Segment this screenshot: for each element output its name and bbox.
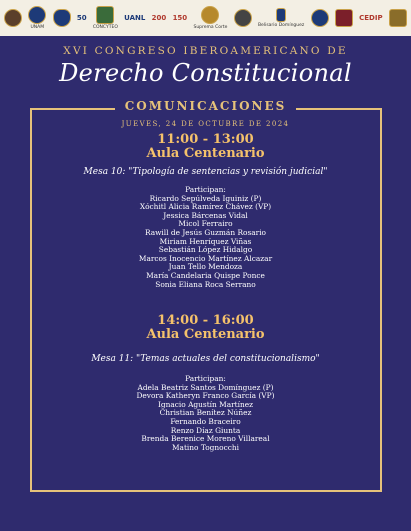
participant-name: Renzo Díaz Giunta [170, 425, 241, 435]
event-date: JUEVES, 24 DE OCTUBRE DE 2024 [114, 120, 298, 128]
participant-name: Sonia Eliana Roca Serrano [155, 279, 256, 289]
conacyt-logo-icon: CONCYTEO [93, 3, 118, 33]
participants-label: Participan: [185, 185, 226, 194]
session-1-mesa-wrap [0, 167, 411, 177]
eagle-crest-icon [389, 3, 407, 33]
session-2-mesa-wrap [0, 354, 411, 364]
session-1-participants [0, 186, 411, 289]
section-heading: COMUNICACIONES [115, 99, 297, 113]
circular-seal-icon [311, 3, 329, 33]
participant-name: Sebastián López Hidalgo [158, 245, 253, 255]
supreme-court-eagle-icon: Suprema Corte [193, 3, 227, 33]
participant-name: Juan Tello Mendoza [168, 262, 243, 272]
participants-list [0, 195, 411, 290]
session-1 [0, 133, 411, 161]
participant-name: Devora Katheryn Franco García (VP) [136, 391, 275, 401]
shield-crest-icon [335, 3, 353, 33]
participant-name: María Candelaria Quispe Ponce [146, 270, 265, 280]
participant-name: Miriam Henríquez Viñas [159, 236, 252, 246]
participant-name: Marcos Inocencio Martínez Alcazar [138, 253, 273, 263]
institute-belisario-icon: Belisario Domínguez [258, 3, 304, 33]
participant-name: Matino Tognocchi [171, 442, 239, 452]
participant-name: Ignacio Agustín Martínez [157, 399, 254, 409]
sponsor-logo-strip [0, 0, 411, 36]
event-date-wrap [0, 111, 411, 130]
participant-name: Brenda Berenice Moreno Villareal [141, 434, 270, 444]
session-2-participants [0, 375, 411, 452]
portrait-seal-icon [234, 3, 252, 33]
anniversary-200-icon: 200 [151, 14, 167, 22]
session-room: Aula Centenario [146, 146, 265, 161]
unam-crest-icon: UNAM [28, 3, 46, 33]
session-time: 11:00 - 13:00 [157, 132, 254, 147]
participant-name: Rawill de Jesús Guzmán Rosario [144, 227, 267, 237]
university-crest-icon [4, 3, 22, 33]
participant-name: Ricardo Sepúlveda Iguiniz (P) [149, 193, 262, 203]
participant-name: Jessica Bárcenas Vidal [163, 210, 248, 220]
session-room: Aula Centenario [146, 327, 265, 342]
congress-title: XVI CONGRESO IBEROAMERICANO DE [63, 45, 348, 57]
participant-name: Xóchitl Alicia Ramírez Chávez (VP) [139, 202, 272, 212]
anniversary-50-icon: 50 [76, 14, 87, 22]
session-mesa: Mesa 10: "Tipología de sentencias y revisión judicial" [83, 167, 328, 177]
anniversary-150-icon: 150 [172, 14, 188, 22]
cedip-logo-icon: CEDIP [359, 14, 383, 22]
institute-logo-icon [53, 3, 71, 33]
participant-name: Christian Benítez Núñez [159, 408, 252, 418]
session-time: 14:00 - 16:00 [157, 313, 254, 328]
participant-name: Micol Ferrairo [178, 219, 233, 229]
participants-list [0, 384, 411, 453]
subject-title: Derecho Constitucional [59, 59, 352, 87]
session-mesa: Mesa 11: "Temas actuales del constitucionalismo" [91, 354, 320, 364]
participant-name: Adela Beatriz Santos Domínguez (P) [137, 382, 274, 392]
session-2 [0, 314, 411, 342]
uanl-logo-icon: UANL [124, 14, 146, 22]
participant-name: Fernando Braceiro [170, 416, 241, 426]
participants-label: Participan: [185, 374, 226, 383]
